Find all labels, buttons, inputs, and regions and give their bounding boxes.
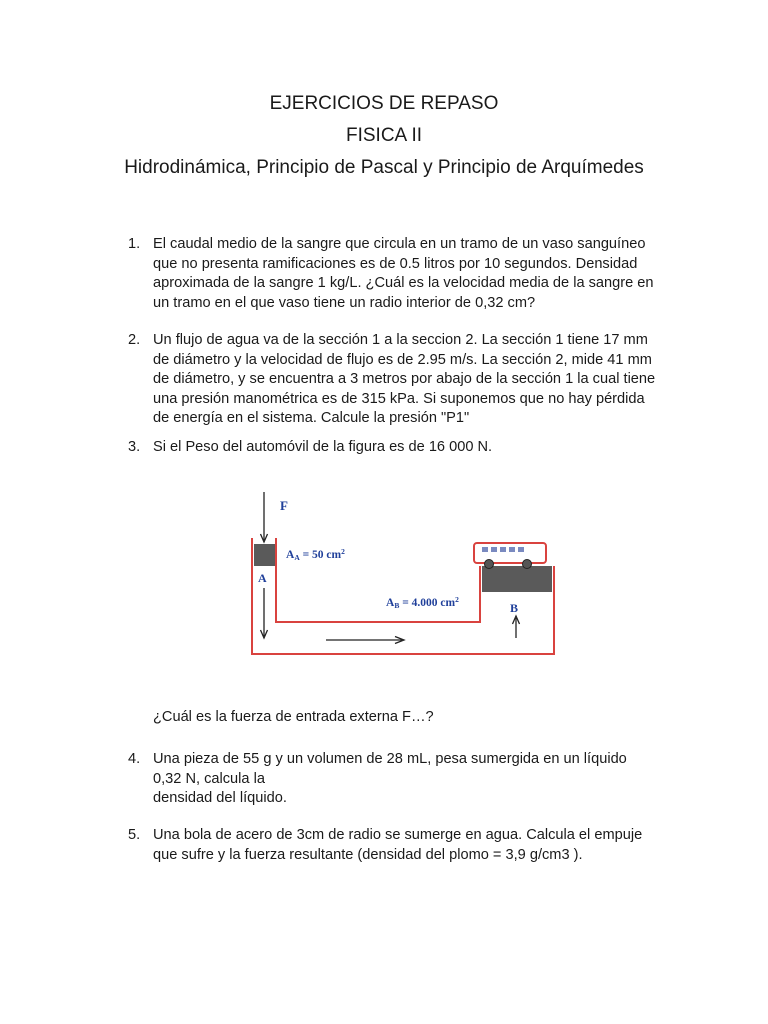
area-b-value: = 4.000 cm: [399, 597, 456, 609]
hydraulic-press-figure: [246, 488, 566, 658]
topic-subtitle: Hidrodinámica, Principio de Pascal y Principio de Arquímedes: [124, 157, 644, 178]
question-line: El caudal medio de la sangre que circula en un tramo de un vaso sanguíneo: [153, 236, 646, 252]
document-title: EJERCICIOS DE REPASO: [269, 93, 499, 114]
area-a-superscript: 2: [341, 547, 345, 556]
question-2: [128, 331, 668, 429]
question-number: 3.: [128, 439, 141, 455]
area-b-symbol: A: [386, 597, 395, 609]
displacement-arrow-a-icon: [261, 588, 268, 638]
question-line: que sufre y la fuerza resultante (densidad del plomo = 3,9 g/cm3 ).: [153, 846, 583, 863]
question-4: [128, 750, 668, 809]
question-3: [128, 438, 668, 458]
force-arrow-icon: [261, 492, 268, 542]
question-line: densidad del líquido.: [153, 790, 287, 806]
question-5: [128, 826, 668, 865]
area-b-subscript: B: [394, 601, 400, 610]
area-b-superscript: 2: [455, 595, 459, 604]
question-line: una presión manométrica es de 315 kPa. Si suponemos que no hay pérdida: [153, 390, 645, 407]
area-a-value: = 50 cm: [299, 549, 342, 561]
hydraulic-press-diagram: [246, 488, 566, 658]
question-3-followup: [128, 708, 668, 728]
question-line: Un flujo de agua va de la sección 1 a la seccion 2. La sección 1 tiene 17 mm: [153, 332, 648, 348]
question-number: 4.: [128, 751, 141, 767]
question-1: [128, 235, 668, 313]
vehicle-icon: [474, 543, 546, 569]
displacement-arrow-b-icon: [513, 616, 520, 638]
document-header: [0, 88, 768, 184]
flow-arrow-icon: [326, 637, 404, 644]
question-line: aproximada de la sangre 1 kg/L. ¿Cuál es la velocidad media de la sangre en: [153, 275, 654, 291]
question-line: de diámetro, y se encuentra a 3 metros por abajo de la sección 1 la cual tiene: [153, 371, 656, 387]
question-line: Una pieza de 55 g y un volumen de 28 mL, pesa sumergida en un líquido: [153, 751, 627, 767]
question-number: 2.: [128, 332, 141, 348]
question-number: 1.: [128, 236, 141, 252]
label-b: B: [510, 601, 519, 615]
question-line: de diámetro y la velocidad de flujo es de 2.95 m/s. La sección 2, mide 41 mm: [153, 351, 652, 368]
area-a-symbol: A: [286, 549, 295, 561]
label-area-b: [386, 595, 459, 610]
question-line: ¿Cuál es la fuerza de entrada externa F…?: [153, 709, 434, 725]
label-force-f: F: [280, 498, 288, 513]
piston-b: [482, 566, 552, 592]
question-line: Una bola de acero de 3cm de radio se sumerge en agua. Calcula el empuje: [153, 827, 643, 843]
area-a-subscript: A: [294, 553, 300, 562]
question-line: que no presenta ramificaciones es de 0.5 litros por 10 segundos. Densidad: [153, 255, 638, 272]
piston-a: [254, 544, 275, 566]
question-line: 0,32 N, calcula la: [153, 770, 265, 787]
question-line: un tramo en el que vaso tiene un radio interior de 0,32 cm?: [153, 294, 536, 311]
question-number: 5.: [128, 827, 141, 843]
label-area-a: [286, 547, 345, 562]
course-name: FISICA II: [345, 125, 423, 146]
question-line: de energía en el sistema. Calcule la presión "P1": [153, 410, 470, 426]
question-line: Si el Peso del automóvil de la figura es de 16 000 N.: [153, 439, 493, 455]
label-a: A: [258, 571, 267, 585]
